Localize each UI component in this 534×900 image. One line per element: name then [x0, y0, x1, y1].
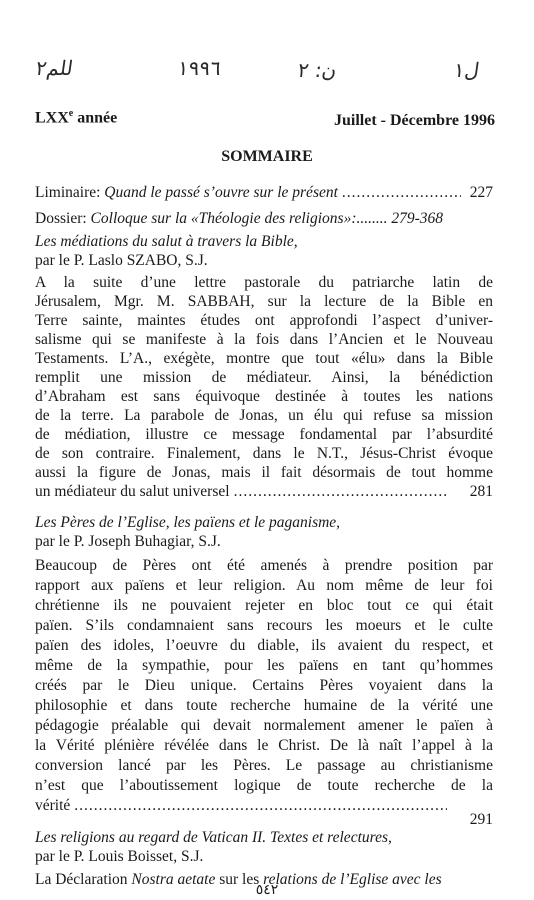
article-title[interactable]: Les médiations du salut à travers la Bible, [35, 233, 298, 250]
toc-dossier[interactable] [35, 208, 493, 229]
abstract-line: La Déclaration Nostra aetate sur les relations de l’Eglise avec les [35, 871, 442, 888]
toc-page: 227 [469, 184, 493, 201]
toc-page-range: ........ 279-368 [356, 210, 444, 227]
abstract-line: conversion lancé par les Pères. Le passage au christianisme [35, 757, 493, 774]
abstract-line: Terre sainte, maintes études ont approfondi l’aspect d’univer- [35, 312, 493, 329]
handwritten-note-3: ﻥ: ٢ [296, 58, 339, 82]
abstract-line: salisme qui se manifeste à la fois dans l’Ancien et le Nouveau [35, 331, 493, 348]
leader-dots [74, 795, 447, 816]
handwritten-note-1: ﻟﻠﻢ٢ [34, 56, 75, 80]
toc-title: Quand le passé s’ouvre sur le présent [104, 184, 338, 201]
abstract-line: un médiateur du salut universel [35, 483, 230, 500]
toc-label: Dossier: [35, 210, 91, 227]
abstract-line: chrétienne ils ne pouvaient rejeter en bloc tout ce qui était [35, 597, 493, 614]
abstract-line: de médiation, illustre ce message fondamental par l’absurdité [35, 426, 493, 443]
article-title[interactable]: Les religions au regard de Vatican II. Textes et relectures, [35, 829, 392, 846]
leader-dots [234, 481, 447, 502]
abstract-line: Jérusalem, Mgr. M. SABBAH, sur la lecture de la Bible en [35, 293, 493, 310]
abstract-line: n’est que l’aboutissement logique de toute recherche de la [35, 777, 493, 794]
abstract-line: rapport aux païens et leur religion. Au nom même de leur foi [35, 577, 493, 594]
abstract-line: même de la sympathie, pour les païens en tant qu’hommes [35, 657, 493, 674]
toc-page: 281 [469, 483, 493, 500]
abstract-line: d’Abraham est sans équivoque destinée à toutes les nations [35, 388, 493, 405]
abstract-last-line [35, 481, 493, 502]
leader-dots [342, 182, 461, 203]
abstract-line: de la terre. La parabole de Jonas, un élu qui refuse sa mission [35, 407, 493, 424]
abstract-line: de son contraire. Finalement, dans le N.T., Jésus-Christ évoque [35, 445, 493, 462]
handwritten-note-2: ١٩٩٦ [176, 56, 223, 80]
abstract-line: Testaments. L’A., exégète, montre que tout «élu» dans la Bible [35, 350, 493, 367]
abstract-line: A la suite d’une lettre pastorale du patriarche latin de [35, 274, 493, 291]
toc-liminaire[interactable] [35, 182, 493, 203]
article-title[interactable]: Les Pères de l’Eglise, les païens et le paganisme, [35, 514, 341, 531]
footer-page-number: ٥٤٢ [255, 883, 279, 898]
abstract-line: Beaucoup de Pères ont été amenés à prendre position par [35, 557, 493, 574]
article-author: par le P. Laslo SZABO, S.J. [35, 252, 208, 269]
abstract-line: créés par le Dieu unique. Certains Pères voyaient dans la [35, 677, 493, 694]
sommaire-heading: SOMMAIRE [221, 148, 313, 165]
abstract-line: païen des idoles, l’oeuvre du diable, ils avaient du respect, et [35, 637, 493, 654]
handwritten-note-4: ﻝ١ [452, 58, 481, 82]
abstract-line: païen. S’ils condamnaient sans recours les moeurs et le culte [35, 617, 493, 634]
abstract-line: aussi la figure de Jonas, mais il fait désormais de tout homme [35, 464, 493, 481]
abstract-last-line [35, 795, 493, 828]
abstract-line: pédagogie préalable qui devait normalement amener le païen à [35, 717, 493, 734]
toc-page: 291 [469, 811, 493, 828]
article-author: par le P. Louis Boisset, S.J. [35, 848, 204, 865]
article-author: par le P. Joseph Buhagiar, S.J. [35, 533, 221, 550]
abstract-line: vérité [35, 797, 71, 814]
toc-title: Colloque sur la «Théologie des religions»: [90, 210, 357, 227]
issue-date: Juillet - Décembre 1996 [334, 112, 495, 129]
abstract-line: la Vérité plénière révélée dans le Christ. De là naît l’appel à la [35, 737, 493, 754]
abstract-line: remplit une mission de médiateur. Ainsi, la bénédiction [35, 369, 493, 386]
volume-year: LXXe année [35, 108, 118, 127]
toc-label: Liminaire: [35, 184, 105, 201]
abstract-line: philosophie et dans toute recherche humaine de la vérité une [35, 697, 493, 714]
